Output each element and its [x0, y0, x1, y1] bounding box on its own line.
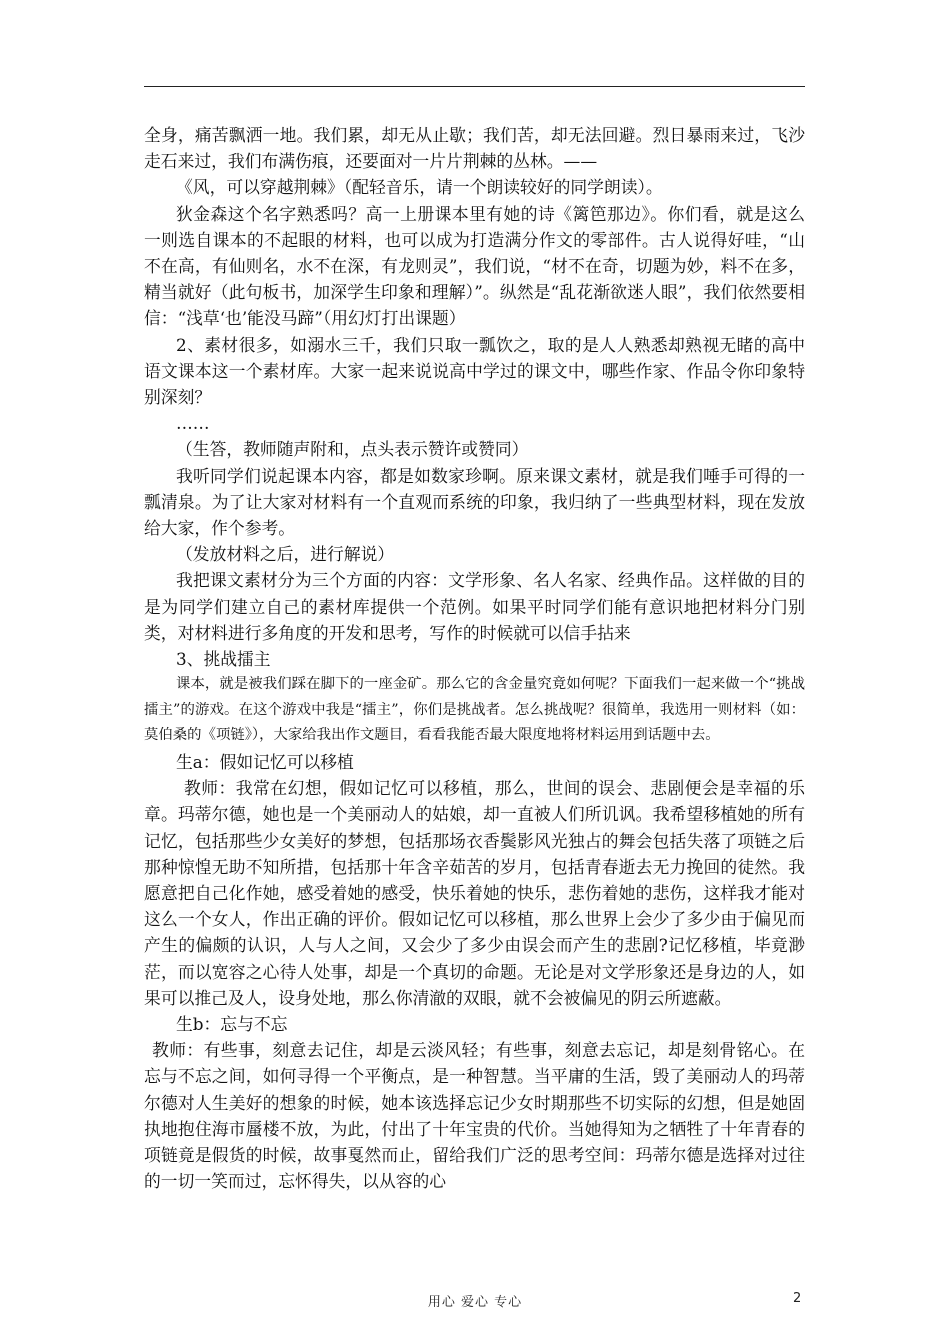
paragraph-student-b: 生b：忘与不忘 [176, 1014, 288, 1035]
paragraph-opening: 全身，痛苦飘洒一地。我们累，却无从止歇；我们苦，却无法回避。烈日暴雨来过，飞沙走石来过，我们布满伤痕，还要面对一片片荆棘的丛林。—— [144, 125, 805, 172]
paragraph-section-3-heading: 3、挑战擂主 [176, 649, 271, 670]
footer-motto: 用心 爱心 专心 [427, 1295, 523, 1310]
paragraph-ellipsis: …… [176, 413, 210, 434]
paragraph-challenge-intro: 课本，就是被我们踩在脚下的一座金矿。那么它的含金量究竟如何呢？下面我们一起来做一个“挑战擂主”的游戏。在这个游戏中我是“擂主”，你们是挑战者。怎么挑战呢？很简单，我选用一则材料（如：莫伯桑的《项链》），大家给我出作文题目，看看我能否最大限度地将材料运用到话题中去。 [144, 676, 805, 744]
paragraph-section-2: 2、素材很多，如溺水三千，我们只取一瓢饮之，取的是人人熟悉却熟视无睹的高中语文课本这一个素材库。大家一起来说说高中学过的课文中，哪些作家、作品令你印象特别深刻？ [144, 334, 805, 408]
page-number: 2 [793, 1291, 802, 1306]
paragraph-teacher-summary: 我听同学们说起课本内容，都是如数家珍啊。原来课文素材，就是我们唾手可得的一瓢清泉。为了让大家对材料有一个直观而系统的印象，我归纳了一些典型材料，现在发放给大家，作个参考。 [144, 465, 805, 539]
paragraph-dickinson: 狄金森这个名字熟悉吗？高一上册课本里有她的诗《篱笆那边》。你们看，就是这么一则选自课本的不起眼的材料，也可以成为打造满分作文的零部件。古人说得好哇，“山不在高，有仙则名，水不在深，有龙则灵”，我们说，“材不在奇，切题为妙，料不在多，精当就好（此句板书，加深学生印象和理解）”。纵然是“乱花渐欲迷人眼”，我们依然要相信：“浅草‘也’能没马蹄”（用幻灯打出课题） [144, 203, 805, 329]
paragraph-teacher-a: 教师：我常在幻想，假如记忆可以移植，那么，世间的误会、悲剧便会是幸福的乐章。玛蒂尔德，她也是一个美丽动人的姑娘，却一直被人们所讥讽。我希望移植她的所有记忆，包括那些少女美好的梦想，包括那场衣香鬓影风光独占的舞会包括失落了项链之后那种惊惶无助不知所措，包括那十年含辛茹苦的岁月，包括青春逝去无力挽回的徒然。我愿意把自己化作她，感受着她的感受，快乐着她的快乐，悲伤着她的悲伤，这样我才能对这么一个女人，作出正确的评价。假如记忆可以移植，那么世界上会少了多少由于偏见而产生的偏颇的认识，人与人之间，又会少了多少由误会而产生的悲剧?记忆移植，毕竟渺茫，而以宽容之心待人处事，却是一个真切的命题。无论是对文学形象还是身边的人，如果可以推己及人，设身处地，那么你清澈的双眼，就不会被偏见的阴云所遮蔽。 [144, 778, 805, 1008]
document-body [144, 122, 805, 1195]
paragraph-categories: 我把课文素材分为三个方面的内容：文学形象、名人名家、经典作品。这样做的目的是为同学们建立自己的素材库提供一个范例。如果平时同学们能有意识地把材料分门别类，对材料进行多角度的开发和思考，写作的时候就可以信手拈来 [144, 570, 805, 643]
paragraph-student-a: 生a：假如记忆可以移植 [176, 752, 354, 773]
paragraph-student-answer: （生答，教师随声附和，点头表示赞许或赞同） [176, 439, 529, 460]
header-rule [144, 86, 805, 87]
paragraph-distribute: （发放材料之后，进行解说） [176, 544, 395, 565]
paragraph-teacher-b: 教师：有些事，刻意去记住，却是云淡风轻；有些事，刻意去忘记，却是刻骨铭心。在忘与不忘之间，如何寻得一个平衡点，是一种智慧。当平庸的生活，毁了美丽动人的玛蒂尔德对人生美好的想象的时候，她本该选择忘记少女时期那些不切实际的幻想，但是她固执地抱住海市蜃楼不放，为此，付出了十年宝贵的代价。当她得知为之牺牲了十年青春的项链竟是假货的时候，故事戛然而止，留给我们广泛的思考空间：玛蒂尔德是选择对过往的一切一笑而过，忘怀得失，以从容的心 [144, 1040, 805, 1192]
paragraph-poem-title: 《风，可以穿越荆棘》（配轻音乐，请一个朗读较好的同学朗读）。 [176, 177, 663, 198]
